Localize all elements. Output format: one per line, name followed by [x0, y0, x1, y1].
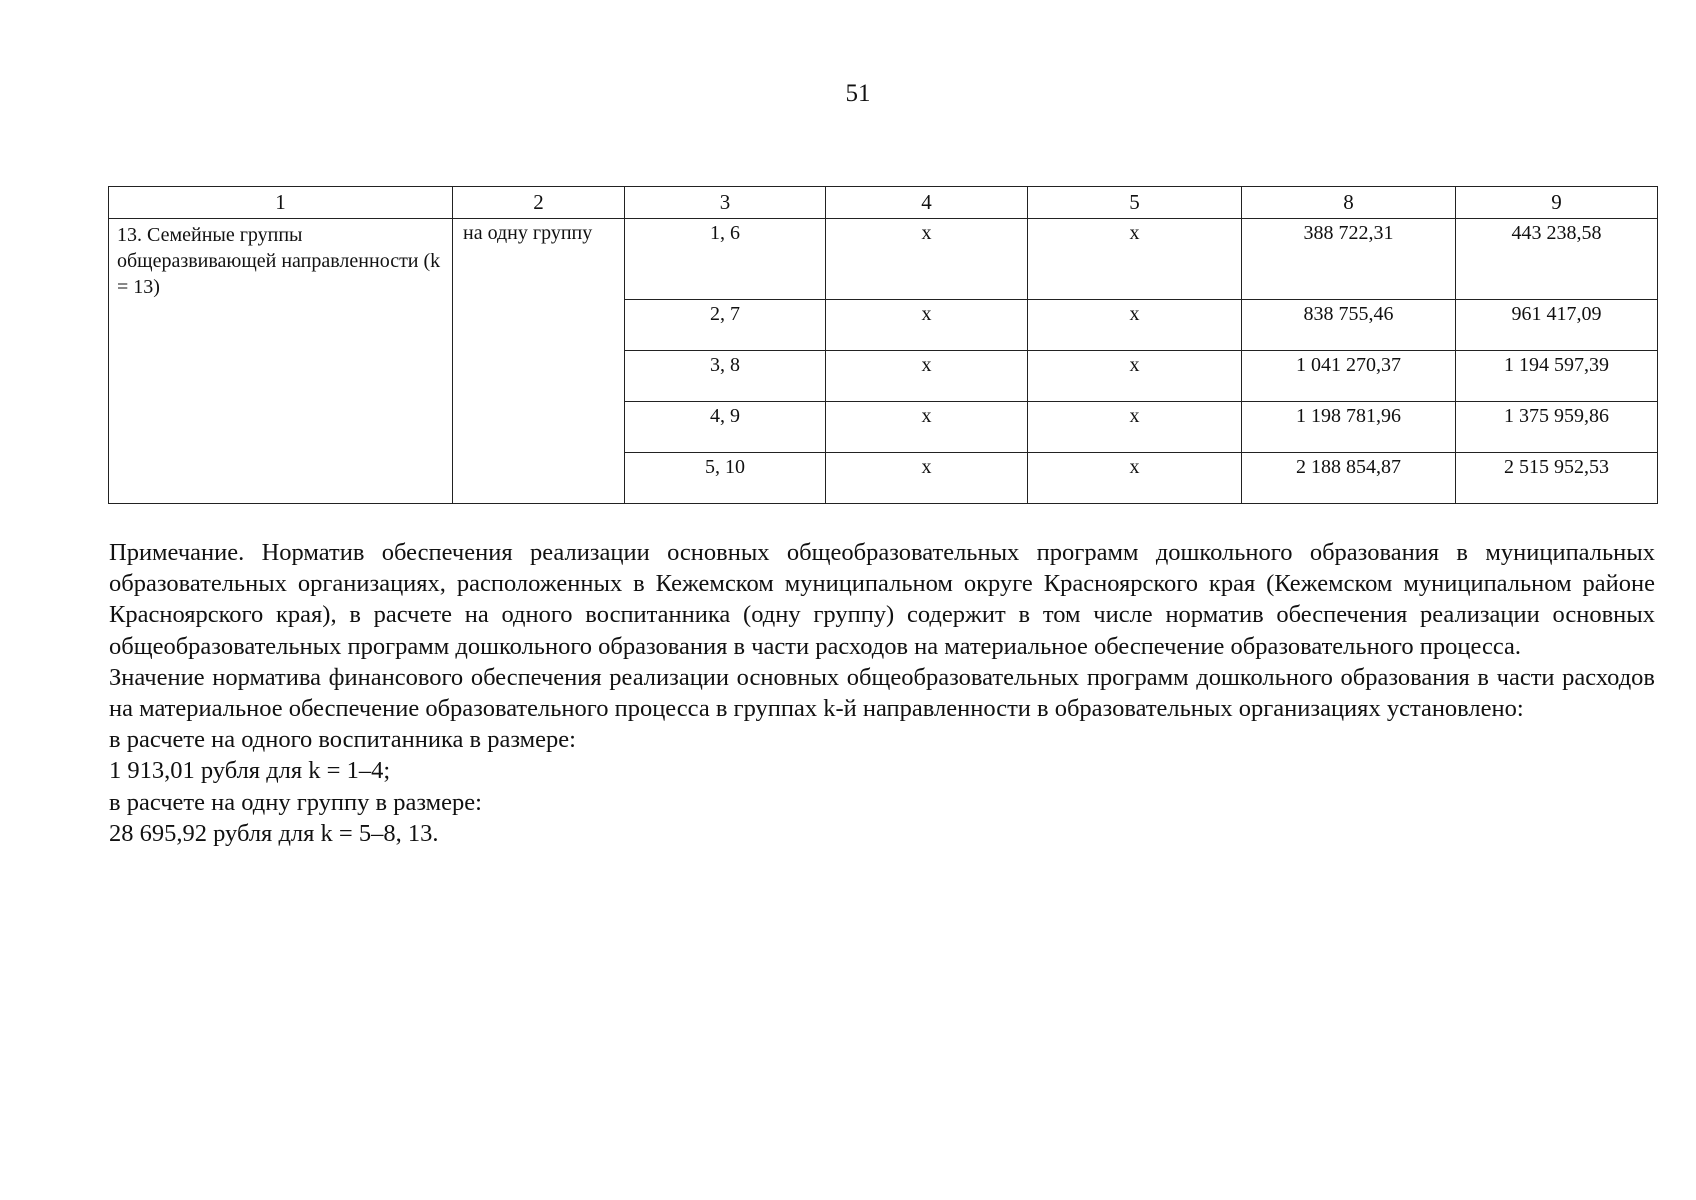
- table-cell: x: [1028, 300, 1242, 351]
- table-row: [109, 219, 1658, 300]
- table-cell: x: [1028, 351, 1242, 402]
- table-cell: 5, 10: [625, 453, 826, 504]
- table-cell: x: [1028, 219, 1242, 300]
- table-cell: 1 041 270,37: [1242, 351, 1456, 402]
- table-cell: 838 755,46: [1242, 300, 1456, 351]
- column-header: 5: [1028, 187, 1242, 219]
- group-name-cell: 13. Семейные группы общеразвивающей направленности (k = 13): [109, 219, 453, 504]
- column-header: 3: [625, 187, 826, 219]
- table-cell: 4, 9: [625, 402, 826, 453]
- per-group-value: 28 695,92 рубля для k = 5–8, 13.: [109, 819, 439, 847]
- note-paragraph: Примечание. Норматив обеспечения реализации основных общеобразовательных программ дошкольного образования в муниципальных образовательных организациях, расположенных в Кежемском муниципальном округе Красноярского края (Кежемском муниципальном районе Красноярского края), в расчете на одного воспитанника (одну группу) содержит в том числе норматив обеспечения реализации основных общеобразовательных программ дошкольного образования в части расходов на материальное обеспечение образовательного процесса.: [109, 539, 1655, 660]
- table-cell: 1 198 781,96: [1242, 402, 1456, 453]
- table-cell: x: [826, 219, 1028, 300]
- table-cell: 443 238,58: [1456, 219, 1658, 300]
- table-cell: x: [1028, 402, 1242, 453]
- table-cell: 2 515 952,53: [1456, 453, 1658, 504]
- table-cell: 1, 6: [625, 219, 826, 300]
- per-group-line: в расчете на одну группу в размере:: [109, 788, 482, 816]
- normative-table: [108, 186, 1658, 504]
- table-cell: 961 417,09: [1456, 300, 1658, 351]
- table-cell: x: [826, 402, 1028, 453]
- table-cell: 388 722,31: [1242, 219, 1456, 300]
- table-cell: x: [826, 351, 1028, 402]
- table-cell: x: [826, 300, 1028, 351]
- table-cell: 3, 8: [625, 351, 826, 402]
- column-header: 4: [826, 187, 1028, 219]
- page-number: 51: [845, 80, 871, 107]
- column-header: 2: [453, 187, 625, 219]
- per-pupil-value: 1 913,01 рубля для k = 1–4;: [109, 757, 391, 785]
- column-header: 1: [109, 187, 453, 219]
- column-header: 8: [1242, 187, 1456, 219]
- column-header: 9: [1456, 187, 1658, 219]
- table-cell: x: [826, 453, 1028, 504]
- table-cell: 1 375 959,86: [1456, 402, 1658, 453]
- unit-cell: на одну группу: [453, 219, 625, 504]
- per-pupil-line: в расчете на одного воспитанника в размере:: [109, 726, 576, 754]
- table-cell: x: [1028, 453, 1242, 504]
- table-cell: 2 188 854,87: [1242, 453, 1456, 504]
- table-cell: 2, 7: [625, 300, 826, 351]
- norm-value-paragraph: Значение норматива финансового обеспечения реализации основных общеобразовательных программ дошкольного образования в части расходов на материальное обеспечение образовательного процесса в группах k-й направленности в образовательных организациях установлено:: [109, 663, 1655, 723]
- table-cell: 1 194 597,39: [1456, 351, 1658, 402]
- table-header-row: [109, 187, 1658, 219]
- notes-section: [109, 537, 1655, 849]
